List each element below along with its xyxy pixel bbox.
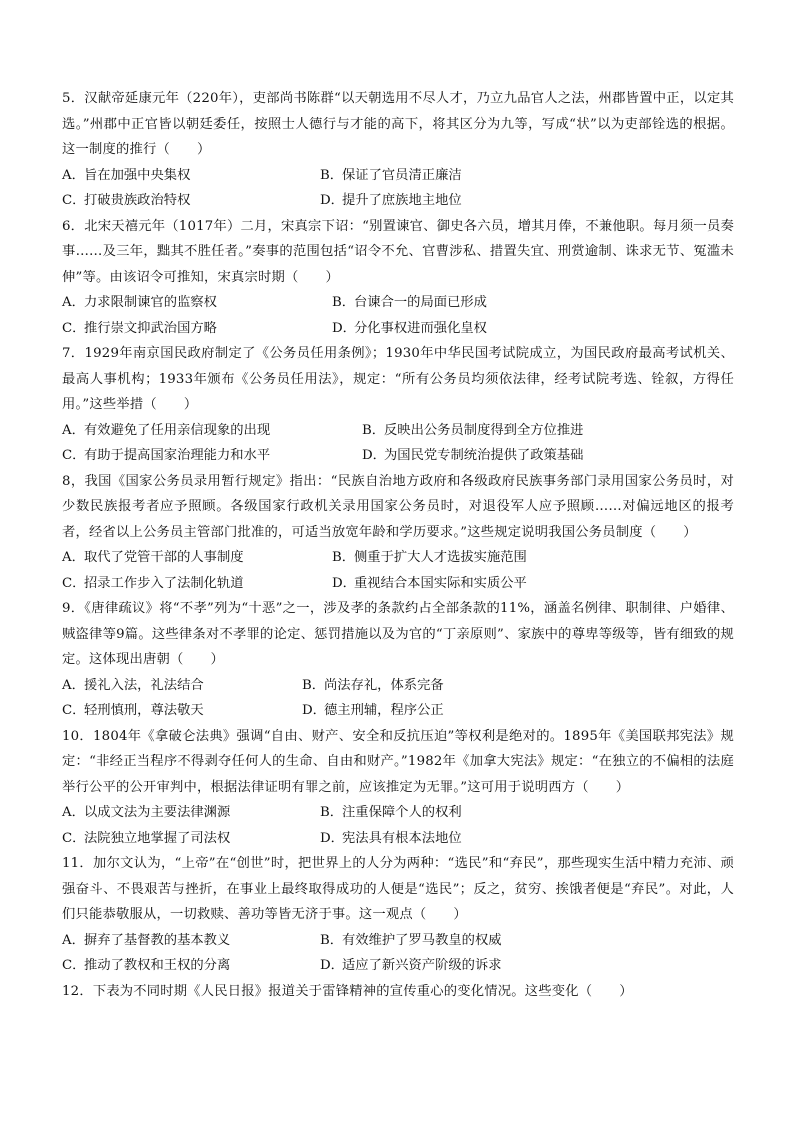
options bbox=[62, 163, 734, 214]
question-stem: 7．1929年南京国民政府制定了《公务员任用条例》；1930年中华民国考试院成立，为国民政府最高考试机关、最高人事机构；1933年颁布《公务员任用法》，规定：“所有公务员均须依法律，经考试院考选、铨叙，方得任用。”这些举措（ ） bbox=[62, 346, 734, 412]
option-b[interactable]: B．侧重于扩大人才选拔实施范围 bbox=[332, 550, 527, 565]
option-d[interactable]: D．分化事权进而强化皇权 bbox=[332, 320, 487, 336]
options bbox=[62, 418, 734, 469]
option-b[interactable]: B．有效维护了罗马教皇的权威 bbox=[320, 932, 502, 948]
option-c[interactable]: C．推动了教权和王权的分离 bbox=[62, 958, 231, 973]
option-c[interactable]: C．打破贵族政治特权 bbox=[62, 193, 191, 208]
question-5 bbox=[62, 86, 734, 214]
question-9 bbox=[62, 596, 734, 724]
question-12 bbox=[62, 979, 734, 1005]
option-a[interactable]: A．援礼入法，礼法结合 bbox=[62, 677, 204, 693]
option-d[interactable]: D．宪法具有根本法地位 bbox=[320, 830, 462, 846]
option-c[interactable]: C．招录工作步入了法制化轨道 bbox=[62, 575, 244, 591]
option-c[interactable]: C．轻刑慎刑，尊法敬天 bbox=[62, 703, 204, 718]
option-c[interactable]: C．法院独立地掌握了司法权 bbox=[62, 830, 231, 846]
question-11 bbox=[62, 851, 734, 979]
option-a[interactable]: A．取代了党管干部的人事制度 bbox=[62, 550, 244, 565]
option-a[interactable]: A．以成文法为主要法律渊源 bbox=[62, 805, 231, 820]
option-a[interactable]: A．摒弃了基督教的基本教义 bbox=[62, 932, 231, 948]
option-d[interactable]: D．为国民党专制统治提供了政策基础 bbox=[362, 448, 584, 463]
question-10 bbox=[62, 724, 734, 852]
options bbox=[62, 290, 734, 341]
question-stem: 12．下表为不同时期《人民日报》报道关于雷锋精神的宣传重心的变化情况。这些变化（ ） bbox=[62, 983, 633, 999]
options bbox=[62, 800, 734, 851]
option-b[interactable]: B．台谏合一的局面已形成 bbox=[332, 295, 487, 310]
question-stem: 8，我国《国家公务员录用暂行规定》指出：“民族自治地方政府和各级政府民族事务部门录用国家公务员时，对少数民族报考者应予照顾。各级国家行政机关录用国家公务员时，对退役军人应予照顾……对偏远地区的报考者，经省以上公务员主管部门批准的，可适当放宽年龄和学历要求。”这些规定说明我国公务员制度（ ） bbox=[62, 473, 734, 540]
question-7 bbox=[62, 341, 734, 469]
option-b[interactable]: B．注重保障个人的权利 bbox=[320, 805, 462, 820]
question-stem: 5．汉献帝延康元年（220年），吏部尚书陈群“以天朝选用不尽人才，乃立九品官人之法，州郡皆置中正，以定其选。”州郡中正官皆以朝廷委任，按照士人德行与才能的高下，将其区分为九等，写成“状”以为吏部铨选的根据。这一制度的推行（ ） bbox=[62, 91, 734, 157]
option-c[interactable]: C．有助于提高国家治理能力和水平 bbox=[62, 448, 271, 463]
options bbox=[62, 928, 734, 979]
question-6 bbox=[62, 214, 734, 342]
option-a[interactable]: A．力求限制谏官的监察权 bbox=[62, 295, 217, 310]
option-b[interactable]: B．尚法存礼，体系完备 bbox=[302, 677, 444, 693]
options bbox=[62, 673, 734, 724]
option-c[interactable]: C．推行崇文抑武治国方略 bbox=[62, 320, 217, 336]
exam-page bbox=[62, 86, 734, 1004]
question-stem: 11．加尔文认为，“上帝”在“创世”时，把世界上的人分为两种：“选民”和“弃民”，那些现实生活中精力充沛、顽强奋斗、不畏艰苦与挫折，在事业上最终取得成功的人便是“选民”；反之，贫穷、挨饿者便是“弃民”。对此，人们只能恭敬服从，一切救赎、善功等皆无济于事。这一观点（ ） bbox=[62, 856, 734, 922]
options bbox=[62, 545, 734, 596]
option-b[interactable]: B．反映出公务员制度得到全方位推进 bbox=[362, 422, 584, 438]
question-stem: 10．1804年《拿破仑法典》强调“自由、财产、安全和反抗压迫”等权利是绝对的。1895年《美国联邦宪法》规定：“非经正当程序不得剥夺任何人的生命、自由和财产。”1982年《加拿大宪法》规定：“在独立的不偏相的法庭举行公平的公开审判中，根据法律证明有罪之前，应该推定为无罪。”这可用于说明西方（ ） bbox=[62, 728, 734, 795]
question-stem: 9．《唐律疏议》将“不孝”列为“十恶”之一，涉及孝的条款约占全部条款的11%，涵盖名例律、职制律、户婚律、贼盗律等9篇。这些律条对不孝罪的论定、惩罚措施以及为官的“丁亲原则”、家族中的尊卑等级等，皆有细致的规定。这体现出唐朝（ ） bbox=[62, 601, 734, 667]
option-d[interactable]: D．德主刑辅，程序公正 bbox=[302, 703, 444, 718]
option-b[interactable]: B．保证了官员清正廉洁 bbox=[320, 167, 462, 183]
question-8 bbox=[62, 469, 734, 597]
option-d[interactable]: D．适应了新兴资产阶级的诉求 bbox=[320, 958, 502, 973]
option-a[interactable]: A．有效避免了任用亲信现象的出现 bbox=[62, 422, 271, 438]
option-d[interactable]: D．重视结合本国实际和实质公平 bbox=[332, 575, 527, 591]
option-d[interactable]: D．提升了庶族地主地位 bbox=[320, 193, 462, 208]
question-stem: 6．北宋天禧元年（1017年）二月，宋真宗下诏：“别置谏官、御史各六员，增其月俸，不兼他职。每月须一员奏事……及三年，黜其不胜任者。”奏事的范围包括“诏令不允、官曹涉私、措置失宜、刑赏逾制、诛求无节、冤滥未伸”等。由该诏令可推知，宋真宗时期（ ） bbox=[62, 218, 734, 285]
option-a[interactable]: A．旨在加强中央集权 bbox=[62, 167, 191, 183]
